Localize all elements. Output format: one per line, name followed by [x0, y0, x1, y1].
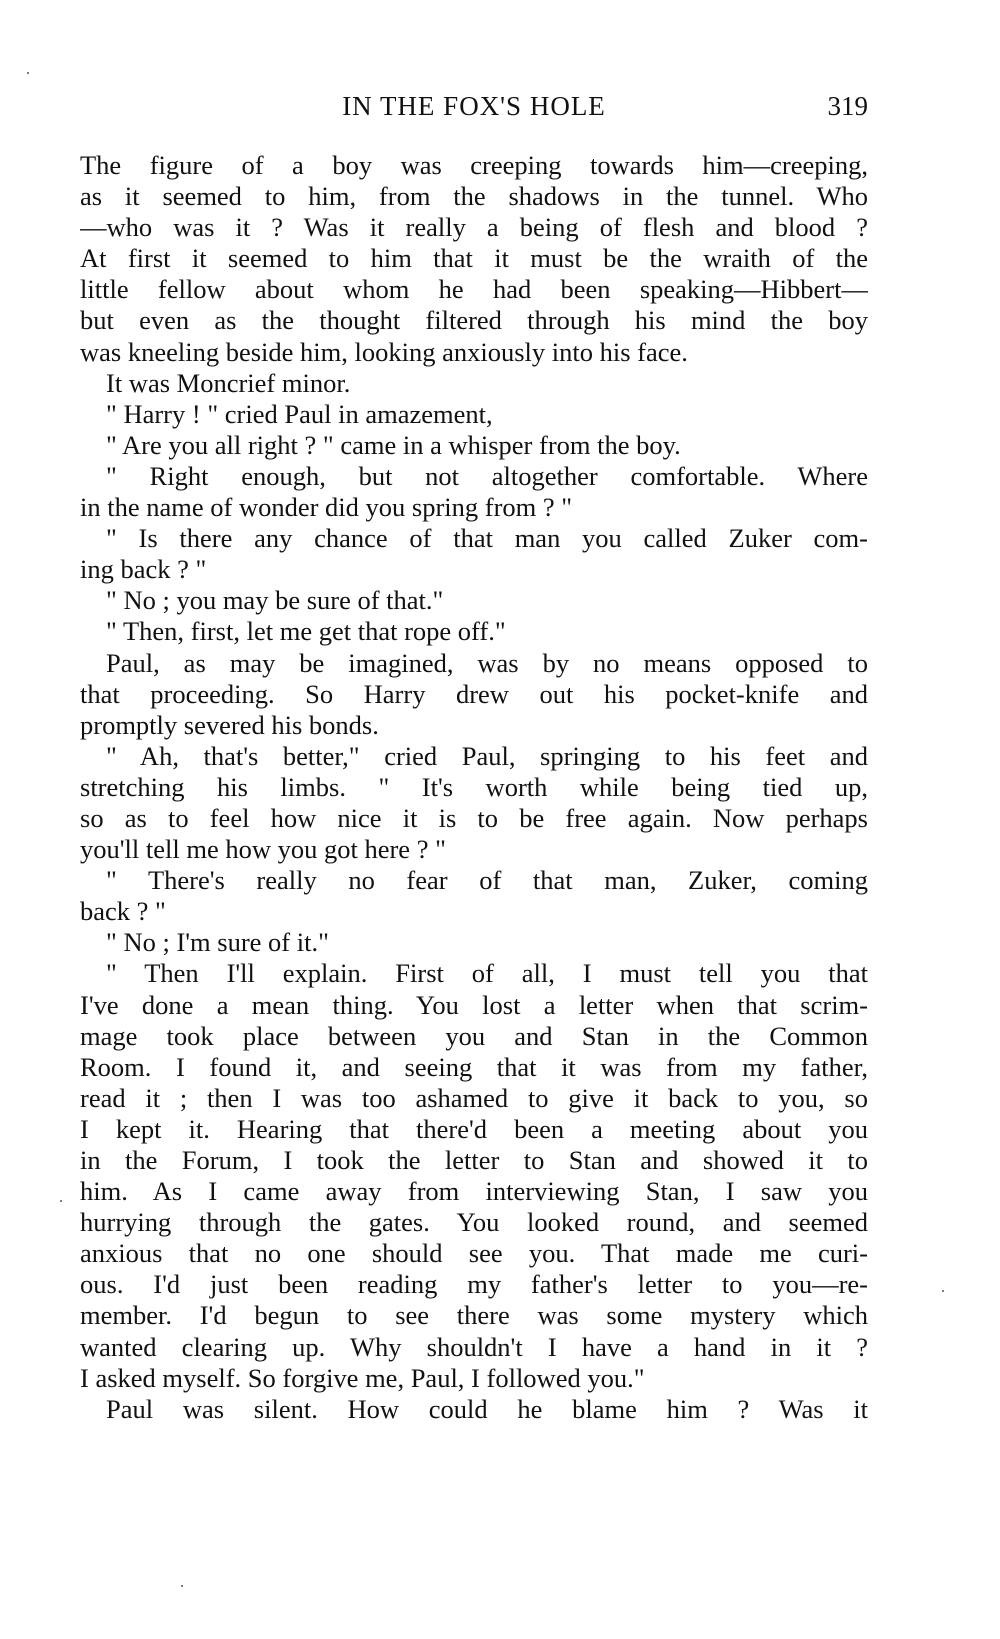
- paper-speck: [181, 1585, 183, 1587]
- text-line: " There's really no fear of that man, Zuker, coming: [106, 865, 868, 896]
- text-line: I asked myself. So forgive me, Paul, I followed you.": [80, 1362, 645, 1393]
- text-line: but even as the thought filtered through his mind the boy: [80, 305, 868, 336]
- text-line: you'll tell me how you got here ? ": [80, 834, 446, 865]
- text-line: ous. I'd just been reading my father's letter to you—re-: [80, 1269, 868, 1300]
- text-line: as it seemed to him, from the shadows in the tunnel. Who: [80, 181, 868, 212]
- text-line: stretching his limbs. " It's worth while being tied up,: [80, 771, 868, 802]
- text-line: " No ; you may be sure of that.": [106, 585, 444, 616]
- text-line: that proceeding. So Harry drew out his pocket-knife and: [80, 678, 868, 709]
- page-number: 319: [827, 91, 868, 121]
- text-line: anxious that no one should see you. That made me curi-: [80, 1238, 868, 1269]
- running-head: [80, 86, 868, 126]
- text-line: Paul was silent. How could he blame him ? Was it: [106, 1393, 868, 1424]
- text-line: " No ; I'm sure of it.": [106, 927, 329, 958]
- text-line: " Is there any chance of that man you called Zuker com-: [106, 523, 868, 554]
- text-line: I've done a mean thing. You lost a letter when that scrim-: [80, 989, 868, 1020]
- text-line: The figure of a boy was creeping towards him—creeping,: [80, 150, 868, 180]
- text-line: " Are you all right ? " came in a whisper from the boy.: [106, 429, 681, 460]
- text-line: was kneeling beside him, looking anxiously into his face.: [80, 336, 688, 367]
- text-line: in the name of wonder did you spring from ? ": [80, 492, 573, 523]
- text-line: back ? ": [80, 896, 166, 927]
- paper-speck: [60, 1200, 62, 1202]
- text-line: —who was it ? Was it really a being of flesh and blood ?: [80, 212, 868, 243]
- text-line: wanted clearing up. Why shouldn't I have a hand in it ?: [80, 1331, 868, 1362]
- text-line: " Right enough, but not altogether comfortable. Where: [106, 460, 868, 491]
- text-line: in the Forum, I took the letter to Stan and showed it to: [80, 1145, 868, 1175]
- text-line: " Ah, that's better," cried Paul, springing to his feet and: [106, 740, 868, 771]
- text-line: " Harry ! " cried Paul in amazement,: [106, 398, 493, 429]
- text-line: I kept it. Hearing that there'd been a meeting about you: [80, 1113, 868, 1144]
- text-line: mage took place between you and Stan in the Common: [80, 1020, 868, 1051]
- text-line: Paul, as may be imagined, was by no means opposed to: [106, 647, 868, 678]
- text-line: member. I'd begun to see there was some mystery which: [80, 1300, 868, 1331]
- text-line: Room. I found it, and seeing that it was from my father,: [80, 1051, 868, 1082]
- text-line: read it ; then I was too ashamed to give it back to you, so: [80, 1082, 868, 1113]
- paper-speck: [942, 1290, 944, 1292]
- text-line: It was Moncrief minor.: [106, 367, 351, 398]
- text-line: hurrying through the gates. You looked round, and seemed: [80, 1207, 868, 1238]
- text-line: promptly severed his bonds.: [80, 709, 379, 740]
- text-line: little fellow about whom he had been speaking—Hibbert—: [80, 274, 868, 305]
- paper-speck: [27, 72, 29, 74]
- text-line: so as to feel how nice it is to be free again. Now perhaps: [80, 802, 868, 833]
- body-text: [80, 150, 868, 1425]
- running-title: IN THE FOX'S HOLE: [342, 91, 606, 121]
- text-line: ing back ? ": [80, 554, 207, 585]
- text-line: him. As I came away from interviewing Stan, I saw you: [80, 1176, 868, 1207]
- text-line: At first it seemed to him that it must be the wraith of the: [80, 243, 868, 274]
- text-line: " Then I'll explain. First of all, I must tell you that: [106, 958, 868, 989]
- text-line: " Then, first, let me get that rope off.": [106, 616, 506, 647]
